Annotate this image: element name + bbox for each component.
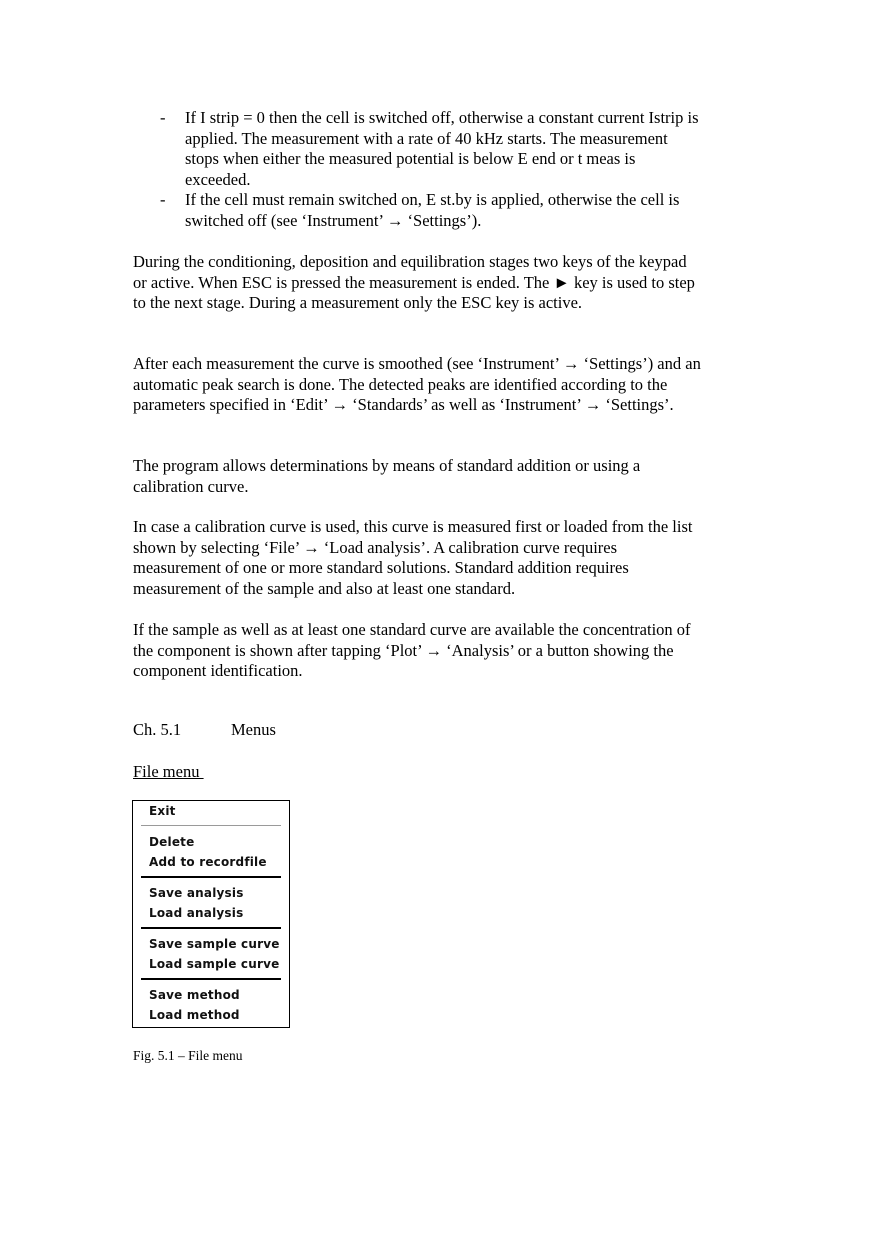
paragraph-smoothing: After each measurement the curve is smoothed (see ‘Instrument’ → ‘Settings’) and an automatic peak search is done. The detected peaks are identified according to the parameters specified in ‘Edit’ → ‘Standards’ as well as ‘Instrument’ → ‘Settings’. — [133, 354, 701, 414]
section-heading — [133, 720, 276, 741]
menu-item-save-sample-curve[interactable]: Save sample curve — [149, 937, 280, 951]
menu-separator — [141, 876, 281, 878]
menu-item-delete[interactable]: Delete — [149, 835, 195, 849]
menu-separator — [141, 825, 281, 826]
section-title: Menus — [231, 720, 276, 739]
paragraph-stages: During the conditioning, deposition and equilibration stages two keys of the keypad or active. When ESC is pressed the measurement is ended. The ► key is used to step to the next stage. During a measurement only the ESC key is active. — [133, 252, 695, 312]
file-menu-subheading: File menu — [133, 762, 204, 781]
menu-item-load-method[interactable]: Load method — [149, 1008, 240, 1022]
bullet-text: If the cell must remain switched on, E st.by is applied, otherwise the cell is switched off (see ‘Instrument’ → ‘Settings’). — [185, 190, 680, 230]
bullet-dash: - — [160, 108, 166, 127]
menu-item-save-method[interactable]: Save method — [149, 988, 240, 1002]
bullet-text: If I strip = 0 then the cell is switched off, otherwise a constant current Istrip is applied. The measurement with a rate of 40 kHz starts. The measurement stops when either the measured potential is below E end or t meas is exceeded. — [185, 108, 699, 189]
paragraph-concentration: If the sample as well as at least one standard curve are available the concentration of the component is shown after tapping ‘Plot’ → ‘Analysis’ or a button showing the component identification. — [133, 620, 691, 680]
paragraph-calibration: In case a calibration curve is used, this curve is measured first or loaded from the list shown by selecting ‘File’ → ‘Load analysis’. A calibration curve requires measurement of one or more standard solutions. Standard addition requires measurement of the sample and also at least one standard. — [133, 517, 693, 598]
bullet-item-standby — [160, 190, 700, 231]
menu-item-add-to-recordfile[interactable]: Add to recordfile — [149, 855, 267, 869]
menu-separator — [141, 978, 281, 980]
paragraph-determinations: The program allows determinations by means of standard addition or using a calibration curve. — [133, 456, 641, 496]
section-number: Ch. 5.1 — [133, 720, 182, 739]
figure-caption: Fig. 5.1 – File menu — [133, 1048, 243, 1063]
menu-item-load-analysis[interactable]: Load analysis — [149, 906, 244, 920]
menu-item-exit[interactable]: Exit — [149, 804, 176, 818]
menu-item-load-sample-curve[interactable]: Load sample curve — [149, 957, 280, 971]
file-menu-figure — [132, 800, 290, 1028]
bullet-item-strip — [160, 108, 700, 190]
menu-item-save-analysis[interactable]: Save analysis — [149, 886, 244, 900]
bullet-dash: - — [160, 190, 166, 209]
menu-separator — [141, 927, 281, 929]
